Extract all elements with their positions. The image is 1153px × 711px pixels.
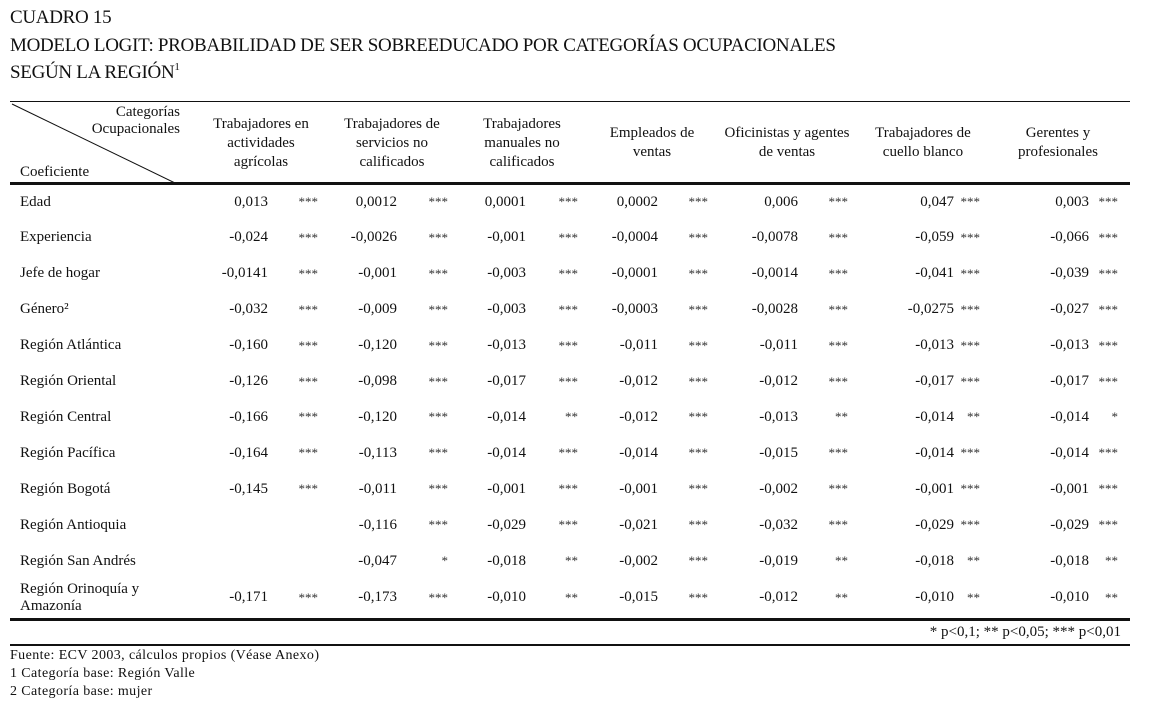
significance-stars: *** <box>558 481 578 497</box>
coefficient-value: -0,024 <box>229 229 268 246</box>
significance-stars: *** <box>558 337 578 353</box>
coefficient-value: -0,017 <box>915 373 954 389</box>
coefficient-value: -0,066 <box>1050 229 1089 246</box>
coefficient-value: -0,160 <box>229 337 268 354</box>
coefficient-value: 0,047 <box>920 193 954 210</box>
coefficient-value: -0,011 <box>759 337 798 354</box>
significance-stars: *** <box>828 373 848 389</box>
significance-stars: *** <box>688 229 708 245</box>
significance-stars: *** <box>960 265 980 281</box>
footer-rule <box>10 644 1130 646</box>
significance-stars: *** <box>1098 445 1118 461</box>
table-row <box>10 292 1122 328</box>
significance-stars: *** <box>1098 194 1118 209</box>
column-header: Empleados de ventas <box>609 125 695 160</box>
table-row <box>10 507 1122 543</box>
coefficient-value: -0,011 <box>619 337 658 354</box>
significance-stars: *** <box>688 194 708 209</box>
header-corner <box>10 103 190 183</box>
coefficient-value: -0,059 <box>915 229 954 246</box>
coefficient-value: -0,014 <box>915 444 954 461</box>
coefficient-value: -0,029 <box>487 516 526 533</box>
significance-stars: *** <box>298 481 318 497</box>
table-row <box>10 256 1122 292</box>
significance-stars: *** <box>298 194 318 209</box>
coefficient-value: -0,001 <box>1050 480 1089 497</box>
significance-stars: *** <box>688 265 708 281</box>
bottom-rule <box>10 618 1130 621</box>
coefficient-value: -0,014 <box>1050 408 1089 425</box>
coefficient-value: -0,010 <box>1050 589 1089 606</box>
significance-stars: *** <box>828 194 848 209</box>
coefficient-value: -0,013 <box>915 337 954 354</box>
significance-stars: ** <box>967 553 980 568</box>
coefficient-value: -0,126 <box>229 373 268 389</box>
coefficient-value: -0,171 <box>229 589 268 606</box>
coefficient-value: -0,145 <box>229 480 268 497</box>
significance-stars: *** <box>1098 481 1118 497</box>
coefficient-value: -0,012 <box>619 408 658 425</box>
table-title: MODELO LOGIT: PROBABILIDAD DE SER SOBREEDUCADO POR CATEGORÍAS OCUPACIONALES <box>10 35 836 56</box>
significance-stars: *** <box>1098 337 1118 353</box>
table-row <box>10 399 1122 435</box>
row-label: Experiencia <box>20 229 92 246</box>
coefficient-value: -0,001 <box>487 480 526 497</box>
significance-stars: *** <box>688 481 708 497</box>
significance-stars: ** <box>835 409 848 425</box>
coefficient-value: -0,113 <box>358 444 397 461</box>
coefficient-value: -0,018 <box>1050 552 1089 569</box>
significance-stars: *** <box>688 553 708 568</box>
coefficient-value: -0,098 <box>358 373 397 389</box>
column-header: Gerentes y profesionales <box>1018 125 1098 160</box>
significance-stars: *** <box>688 409 708 425</box>
significance-stars: *** <box>558 265 578 281</box>
coefficient-value: 0,0002 <box>616 193 658 210</box>
significance-stars <box>268 507 322 543</box>
coefficient-value: -0,012 <box>759 373 798 389</box>
significance-stars: *** <box>298 445 318 461</box>
coefficient-value: 0,0001 <box>484 193 526 210</box>
column-header: Trabajadores en actividades agrícolas <box>213 115 309 170</box>
footnote-source: Fuente: ECV 2003, cálculos propios (Véase Anexo) <box>10 648 320 663</box>
table-header <box>10 103 1122 183</box>
significance-stars: *** <box>1098 265 1118 281</box>
coefficient-value: -0,014 <box>915 408 954 425</box>
row-label: Región San Andrés <box>20 552 136 569</box>
table-number: CUADRO 15 <box>10 7 112 28</box>
row-label: Región Atlántica <box>20 337 122 354</box>
row-label: Región Central <box>20 408 112 425</box>
coefficient-value <box>190 543 268 579</box>
significance-stars: *** <box>428 589 448 605</box>
significance-note: * p<0,1; ** p<0,05; *** p<0,01 <box>929 624 1121 640</box>
significance-stars: *** <box>688 373 708 389</box>
subtitle-text: SEGÚN LA REGIÓN <box>10 62 175 83</box>
coefficient-value: -0,0078 <box>751 229 798 246</box>
coefficient-value: -0,003 <box>487 301 526 318</box>
coefficient-value: -0,012 <box>619 373 658 389</box>
significance-stars: *** <box>428 265 448 281</box>
coefficient-value: -0,021 <box>619 516 658 533</box>
column-header: Trabajadores de servicios no calificados <box>344 115 440 170</box>
coefficient-value: -0,002 <box>759 480 798 497</box>
significance-stars: *** <box>688 301 708 317</box>
significance-stars: *** <box>428 337 448 353</box>
coefficient-value: -0,0004 <box>611 229 658 246</box>
coefficient-value: -0,027 <box>1050 301 1089 318</box>
coefficient-value: 0,006 <box>764 193 798 210</box>
significance-stars: *** <box>1098 301 1118 317</box>
table-row <box>10 364 1122 400</box>
coefficient-value: -0,120 <box>358 408 397 425</box>
significance-stars: *** <box>828 229 848 245</box>
corner-categories-label: Categorías Ocupacionales <box>91 104 180 137</box>
row-label: Región Orinoquía y Amazonía <box>20 580 140 614</box>
significance-stars: *** <box>558 373 578 389</box>
significance-stars: *** <box>298 301 318 317</box>
significance-stars: *** <box>960 517 980 533</box>
coefficient-value: -0,029 <box>915 516 954 533</box>
coefficient-value: -0,173 <box>358 589 397 606</box>
coefficient-value: -0,0001 <box>611 265 658 282</box>
significance-stars: *** <box>298 265 318 281</box>
significance-stars: ** <box>967 409 980 425</box>
significance-stars: *** <box>1098 373 1118 389</box>
coefficient-value: -0,164 <box>229 444 268 461</box>
significance-stars: ** <box>565 589 578 605</box>
top-rule <box>10 101 1130 102</box>
coefficient-value: -0,0014 <box>751 265 798 282</box>
coefficient-value: -0,032 <box>759 516 798 533</box>
significance-stars: ** <box>1105 553 1118 568</box>
significance-stars: ** <box>565 553 578 568</box>
significance-stars: * <box>441 553 448 568</box>
significance-stars: *** <box>828 265 848 281</box>
coefficient-value: -0,017 <box>1050 373 1089 389</box>
significance-stars: *** <box>428 194 448 209</box>
significance-stars: *** <box>960 194 980 209</box>
table-row <box>10 543 1122 579</box>
coefficient-value: -0,120 <box>358 337 397 354</box>
footnote-1: 1 Categoría base: Región Valle <box>10 666 196 681</box>
coefficient-value: -0,014 <box>487 408 526 425</box>
significance-stars: *** <box>1098 517 1118 533</box>
coefficient-value: -0,010 <box>915 589 954 606</box>
significance-stars: *** <box>688 589 708 605</box>
coefficient-value: -0,029 <box>1050 516 1089 533</box>
significance-stars: *** <box>828 517 848 533</box>
significance-stars: *** <box>960 373 980 389</box>
significance-stars: *** <box>298 337 318 353</box>
significance-stars: *** <box>828 337 848 353</box>
coefficient-value: -0,002 <box>619 552 658 569</box>
significance-stars: *** <box>828 301 848 317</box>
coefficient-value: -0,014 <box>1050 444 1089 461</box>
significance-stars: *** <box>428 445 448 461</box>
coefficient-value: 0,0012 <box>355 193 397 210</box>
coefficient-value: -0,001 <box>358 265 397 282</box>
coefficient-value: -0,0141 <box>221 265 268 282</box>
significance-stars: *** <box>428 517 448 533</box>
significance-stars: *** <box>558 229 578 245</box>
significance-stars: *** <box>558 445 578 461</box>
coefficient-value: -0,013 <box>487 337 526 354</box>
significance-stars: *** <box>558 301 578 317</box>
coefficient-value: 0,013 <box>234 193 268 210</box>
significance-stars: *** <box>428 409 448 425</box>
significance-stars: *** <box>428 373 448 389</box>
table-subtitle <box>10 63 180 82</box>
coefficient-value: -0,003 <box>487 265 526 282</box>
significance-stars <box>268 543 322 579</box>
coefficient-value: -0,014 <box>487 444 526 461</box>
coefficient-value: -0,013 <box>1050 337 1089 354</box>
table-row <box>10 579 1122 617</box>
coefficient-value: -0,116 <box>358 516 397 533</box>
row-label: Género² <box>20 301 69 318</box>
significance-stars: *** <box>558 517 578 533</box>
row-label: Región Bogotá <box>20 480 111 497</box>
column-header: Oficinistas y agentes de ventas <box>724 125 850 160</box>
coefficient-value: -0,039 <box>1050 265 1089 282</box>
corner-coefficient-label: Coeficiente <box>20 164 90 180</box>
significance-stars: *** <box>828 445 848 461</box>
significance-stars: *** <box>428 481 448 497</box>
subtitle-footnote-mark: 1 <box>174 61 180 73</box>
coefficient-value: -0,032 <box>229 301 268 318</box>
coefficient-value: -0,166 <box>229 408 268 425</box>
significance-stars: *** <box>960 481 980 497</box>
significance-stars: * <box>1111 409 1118 425</box>
coefficient-value <box>190 507 268 543</box>
coefficient-value: -0,012 <box>759 589 798 606</box>
significance-stars: *** <box>688 517 708 533</box>
coefficient-value: -0,0003 <box>611 301 658 318</box>
significance-stars: *** <box>960 445 980 461</box>
row-label: Región Pacífica <box>20 444 116 461</box>
table-row <box>10 220 1122 256</box>
significance-stars: *** <box>298 373 318 389</box>
significance-stars: ** <box>967 589 980 605</box>
coefficient-value: -0,018 <box>915 552 954 569</box>
coefficient-value: -0,010 <box>487 589 526 606</box>
coefficient-value: -0,017 <box>487 373 526 389</box>
significance-stars: *** <box>298 409 318 425</box>
significance-stars: *** <box>428 301 448 317</box>
row-label: Edad <box>20 193 51 210</box>
coefficient-value: -0,015 <box>759 444 798 461</box>
column-header: Trabajadores de cuello blanco <box>875 125 971 160</box>
significance-stars: ** <box>1105 589 1118 605</box>
coefficient-value: -0,014 <box>619 444 658 461</box>
coefficient-value: 0,003 <box>1055 193 1089 210</box>
significance-stars: *** <box>688 445 708 461</box>
significance-stars: *** <box>298 589 318 605</box>
coefficient-value: -0,0026 <box>350 229 397 246</box>
significance-stars: ** <box>835 589 848 605</box>
coefficient-value: -0,009 <box>358 301 397 318</box>
coefficient-value: -0,047 <box>358 552 397 569</box>
row-label: Región Oriental <box>20 373 117 389</box>
coefficient-value: -0,001 <box>619 480 658 497</box>
significance-stars: ** <box>565 409 578 425</box>
significance-stars: *** <box>960 337 980 353</box>
coefficient-value: -0,015 <box>619 589 658 606</box>
table-row <box>10 471 1122 507</box>
coefficient-value: -0,013 <box>759 408 798 425</box>
table-row <box>10 328 1122 364</box>
significance-stars: *** <box>298 229 318 245</box>
coefficient-value: -0,019 <box>759 552 798 569</box>
significance-stars: *** <box>1098 229 1118 245</box>
table-row <box>10 184 1122 220</box>
coefficient-value: -0,0028 <box>751 301 798 318</box>
coefficient-value: -0,011 <box>358 480 397 497</box>
significance-stars: *** <box>428 229 448 245</box>
coefficient-value: -0,0275 <box>907 301 954 318</box>
significance-stars: *** <box>960 301 980 317</box>
column-header: Trabajadores manuales no calificados <box>483 115 561 170</box>
coefficient-value: -0,001 <box>487 229 526 246</box>
significance-stars: *** <box>960 229 980 245</box>
table-row <box>10 435 1122 471</box>
row-label: Región Antioquia <box>20 516 127 533</box>
footnote-2: 2 Categoría base: mujer <box>10 684 153 699</box>
coefficient-value: -0,001 <box>915 480 954 497</box>
row-label: Jefe de hogar <box>20 265 100 282</box>
significance-stars: *** <box>558 194 578 209</box>
coefficient-value: -0,018 <box>487 552 526 569</box>
significance-stars: *** <box>688 337 708 353</box>
significance-stars: *** <box>828 481 848 497</box>
significance-stars: ** <box>835 553 848 568</box>
coefficient-value: -0,041 <box>915 265 954 282</box>
